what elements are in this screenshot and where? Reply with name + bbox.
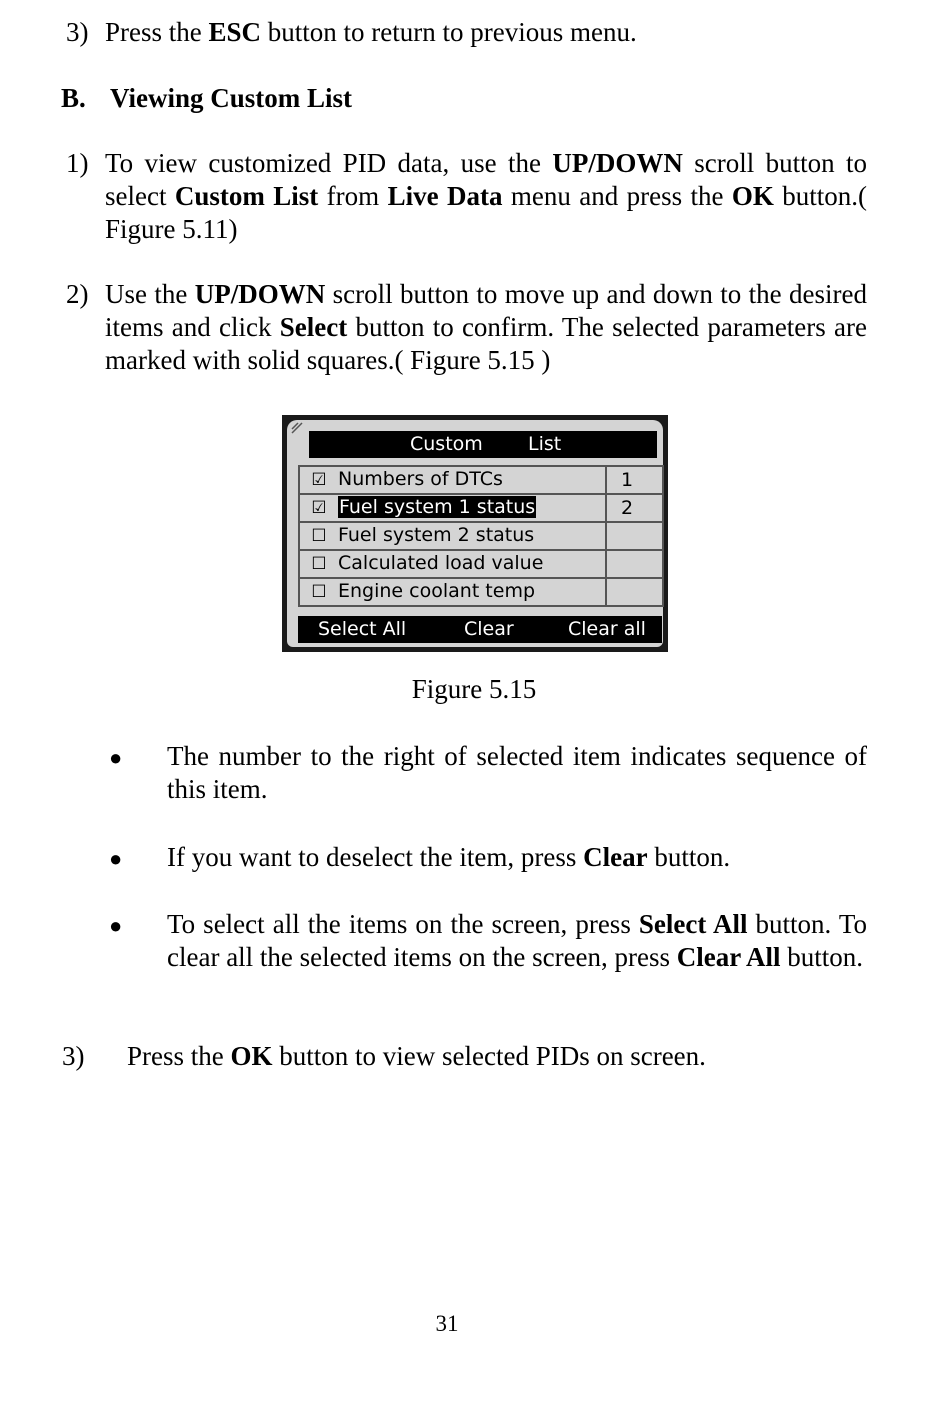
sequence-number	[606, 578, 663, 606]
list-item[interactable]	[299, 550, 663, 578]
sequence-number	[606, 522, 663, 550]
list-item[interactable]	[299, 522, 663, 550]
section-heading: Viewing Custom List	[110, 83, 353, 113]
list-item-label: Calculated load value	[338, 552, 544, 574]
bullet-text: To select all the items on the screen, press Select All button. To clear all the selected items on the screen, press Clear All button.	[167, 909, 867, 972]
page-number: 31	[435, 1311, 459, 1336]
list-item[interactable]	[299, 466, 663, 494]
step-text: Press the ESC button to return to previous menu.	[105, 17, 637, 47]
screen-title-custom: Custom	[410, 433, 483, 455]
select-all-button[interactable]: Select All	[318, 618, 407, 640]
screen-button-bar	[298, 616, 662, 643]
clear-button[interactable]: Clear	[464, 618, 514, 640]
list-item[interactable]	[299, 494, 663, 522]
bullet-icon: ●	[109, 846, 123, 871]
list-item[interactable]	[299, 578, 663, 606]
bullet-icon: ●	[109, 913, 123, 938]
sequence-number	[606, 550, 663, 578]
list-item-label: Engine coolant temp	[338, 580, 536, 602]
step-text: Press the OK button to view selected PIDs on screen.	[127, 1041, 706, 1071]
section-letter: B.	[61, 83, 86, 113]
step-text: To view customized PID data, use the UP/DOWN scroll button to select Custom List from Live Data menu and press the OK button.( Figure 5.11)	[105, 148, 868, 244]
screen-title-list: List	[528, 433, 562, 455]
checked-checkbox-icon[interactable]: ☑	[311, 470, 327, 490]
step-number: 3)	[62, 1041, 85, 1071]
unchecked-checkbox-icon[interactable]: ☐	[311, 582, 327, 602]
bullet-text: The number to the right of selected item indicates sequence of this item.	[167, 741, 867, 804]
screen-corner-icon	[291, 422, 303, 434]
custom-list-table	[298, 465, 664, 607]
device-screen-figure	[282, 415, 668, 652]
unchecked-checkbox-icon[interactable]: ☐	[311, 526, 327, 546]
step-number: 3)	[66, 17, 89, 47]
figure-caption: Figure 5.15	[411, 674, 537, 704]
list-item-label-highlighted: Fuel system 1 status	[339, 496, 536, 518]
step-number: 1)	[66, 148, 89, 178]
checked-checkbox-icon[interactable]: ☑	[311, 498, 327, 518]
step-number: 2)	[66, 279, 89, 309]
device-screen	[287, 420, 663, 647]
step-text: Use the UP/DOWN scroll button to move up and down to the desired items and click Select button to confirm. The selected parameters are marked with solid squares.( Figure 5.15 )	[105, 279, 868, 375]
bullet-icon: ●	[109, 745, 123, 770]
clear-all-button[interactable]: Clear all	[568, 618, 646, 640]
screen-title-bar	[309, 431, 657, 458]
list-item-label: Numbers of DTCs	[338, 468, 503, 490]
list-item-label: Fuel system 2 status	[338, 524, 535, 546]
sequence-number: 1	[606, 466, 663, 494]
unchecked-checkbox-icon[interactable]: ☐	[311, 554, 327, 574]
bullet-text: If you want to deselect the item, press Clear button.	[167, 842, 731, 872]
sequence-number: 2	[606, 494, 663, 522]
